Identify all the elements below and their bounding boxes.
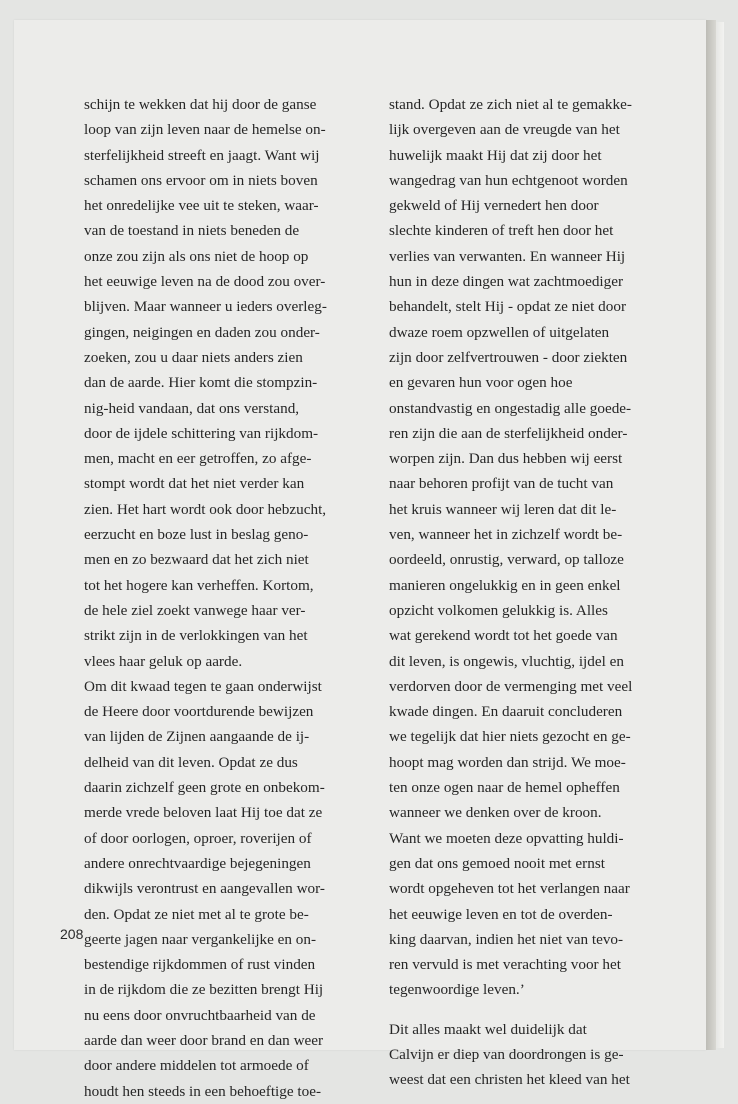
text-line: Want we moeten deze opvatting huldi- <box>389 829 624 847</box>
text-line: dwaze roem opzwellen of uitgelaten <box>389 323 610 341</box>
text-line: het kruis wanneer wij leren dat dit le- <box>389 500 617 518</box>
text-line: andere onrechtvaardige bejegeningen <box>84 854 311 872</box>
text-line: het eeuwige leven en tot de overden- <box>389 905 613 923</box>
text-line: het eeuwige leven na de dood zou over- <box>84 273 326 291</box>
text-line: tot het hogere kan verheffen. Kortom, <box>84 576 314 594</box>
text-line: tegenwoordige leven.’ <box>389 981 525 999</box>
text-line: slechte kinderen of treft hen door het <box>389 222 614 240</box>
text-line: onze zou zijn als ons niet de hoop op <box>84 247 309 265</box>
text-line: gen dat ons gemoed nooit met ernst <box>389 854 605 872</box>
text-line: ren vervuld is met verachting voor het <box>389 956 621 974</box>
text-line: den. Opdat ze niet met al te grote be- <box>84 905 309 923</box>
text-line: schamen ons ervoor om in niets boven <box>84 171 318 189</box>
text-line: zoeken, zou u daar niets anders zien <box>84 348 303 366</box>
text-line: schijn te wekken dat hij door de ganse <box>84 96 317 113</box>
text-line: wangedrag van hun echtgenoot worden <box>389 171 628 189</box>
text-line: verlies van verwanten. En wanneer Hij <box>389 247 626 265</box>
text-line: strikt zijn in de verlokkingen van het <box>84 627 308 645</box>
text-line: blijven. Maar wanneer u ieders overleg- <box>84 298 327 316</box>
text-line: gekweld of Hij vernedert hen door <box>389 197 599 215</box>
text-line: zijn door zelfvertrouwen - door ziekten <box>389 348 628 366</box>
text-line: naar behoren profijt van de tucht van <box>389 475 614 493</box>
text-line: door de ijdele schittering van rijkdom- <box>84 424 319 442</box>
text-line: en gevaren hun voor ogen hoe <box>389 374 573 392</box>
right-paragraph-1 <box>389 92 661 1003</box>
text-line: dan de aarde. Hier komt die stompzin- <box>84 374 318 392</box>
text-line: wordt opgeheven tot het verlangen naar <box>389 880 630 898</box>
text-line: ren zijn die aan de sterfelijkheid onder- <box>389 424 628 442</box>
text-line: in de rijkdom die ze bezitten brengt Hij <box>84 981 324 999</box>
text-line: Om dit kwaad tegen te gaan onderwijst <box>84 677 322 695</box>
text-line: bestendige rijkdommen of rust vinden <box>84 956 316 974</box>
text-line: verdorven door de vermenging met veel <box>389 677 633 695</box>
text-line: daarin zichzelf geen grote en onbekom- <box>84 779 325 797</box>
text-line: nig-heid vandaan, dat ons verstand, <box>84 399 300 417</box>
text-line: aarde dan weer door brand en dan weer <box>84 1031 324 1049</box>
text-line: de Heere door voortdurende bewijzen <box>84 703 314 721</box>
text-line: oordeeld, onrustig, verward, op talloze <box>389 551 624 569</box>
right-text-column <box>389 92 661 1093</box>
text-line: eerzucht en boze lust in beslag geno- <box>84 526 309 544</box>
text-line: van lijden de Zijnen aangaande de ij- <box>84 728 310 746</box>
text-line: huwelijk maakt Hij dat zij door het <box>389 146 602 164</box>
text-line: men, macht en eer getroffen, zo afge- <box>84 450 312 468</box>
text-line: stompt wordt dat het niet verder kan <box>84 475 305 493</box>
text-line: onstandvastig en ongestadig alle goede- <box>389 399 632 417</box>
text-line: sterfelijkheid streeft en jaagt. Want wij <box>84 146 320 164</box>
text-line: we tegelijk dat hier niets gezocht en ge- <box>389 728 631 746</box>
text-line: opzicht volkomen gelukkig is. Alles <box>389 601 608 619</box>
text-line: worpen zijn. Dan dus hebben wij eerst <box>389 450 623 468</box>
text-line: Calvijn er diep van doordrongen is ge- <box>389 1045 624 1063</box>
page-edge-highlight <box>716 22 724 1048</box>
text-line: houdt hen steeds in een behoeftige toe- <box>84 1082 322 1100</box>
text-line: de hele ziel zoekt vanwege haar ver- <box>84 601 306 619</box>
text-line: behandelt, stelt Hij - opdat ze niet door <box>389 298 627 316</box>
text-line: het onredelijke vee uit te steken, waar- <box>84 197 319 215</box>
text-line: stand. Opdat ze zich niet al te gemakke- <box>389 96 632 113</box>
text-line: wanneer we denken over de kroon. <box>389 804 602 822</box>
text-line: Dit alles maakt wel duidelijk dat <box>389 1020 587 1038</box>
text-line: nu eens door onvruchtbaarheid van de <box>84 1006 316 1024</box>
right-paragraph-2 <box>389 1017 661 1093</box>
text-line: dikwijls verontrust en aangevallen wor- <box>84 880 325 898</box>
text-line: manieren ongelukkig en in geen enkel <box>389 576 621 594</box>
text-line: vlees haar geluk op aarde. <box>84 652 243 670</box>
text-line: ten onze ogen naar de hemel opheffen <box>389 779 620 797</box>
text-line: men en zo bezwaard dat het zich niet <box>84 551 309 569</box>
text-line: door andere middelen tot armoede of <box>84 1057 309 1075</box>
text-line: dit leven, is ongewis, vluchtig, ijdel en <box>389 652 624 670</box>
text-line: hun in deze dingen wat zachtmoediger <box>389 273 624 291</box>
text-line: zien. Het hart wordt ook door hebzucht, <box>84 500 327 518</box>
text-line: geerte jagen naar vergankelijke en on- <box>84 930 317 948</box>
text-line: van de toestand in niets beneden de <box>84 222 300 240</box>
page-number: 208 <box>60 926 84 942</box>
text-line: of door oorlogen, oproer, roverijen of <box>84 829 312 847</box>
text-line: lijk overgeven aan de vreugde van het <box>389 121 620 139</box>
text-line: hoopt mag worden dan strijd. We moe- <box>389 753 626 771</box>
text-line: kwade dingen. En daaruit concluderen <box>389 703 623 721</box>
page-edge <box>706 20 716 1050</box>
text-line: weest dat een christen het kleed van het <box>389 1071 630 1089</box>
text-line: king daarvan, indien het niet van tevo- <box>389 930 624 948</box>
left-text-column <box>84 92 356 1104</box>
text-line: merde vrede beloven laat Hij toe dat ze <box>84 804 323 822</box>
text-line: loop van zijn leven naar de hemelse on- <box>84 121 326 139</box>
text-line: ven, wanneer het in zichzelf wordt be- <box>389 526 623 544</box>
text-line: delheid van dit leven. Opdat ze dus <box>84 753 298 771</box>
text-line: wat gerekend wordt tot het goede van <box>389 627 618 645</box>
paragraph-gap <box>389 1003 661 1017</box>
text-line: gingen, neigingen en daden zou onder- <box>84 323 320 341</box>
